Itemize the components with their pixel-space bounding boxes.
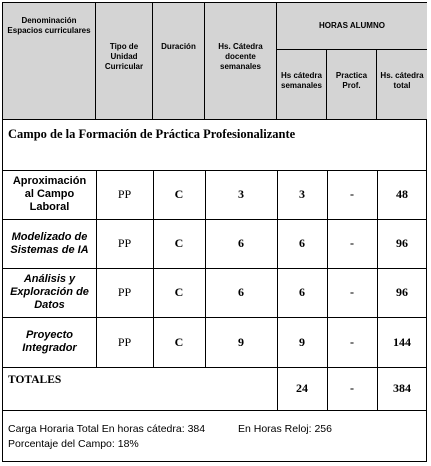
header-tipo-text: Tipo de Unidad Curricular	[104, 42, 144, 71]
header-horas-alumno-text: HORAS ALUMNO	[319, 21, 385, 30]
row-name: Modelizado de Sistemas de IA	[10, 230, 89, 256]
row-duracion: C	[174, 285, 184, 299]
header-denominacion	[3, 3, 96, 120]
header-duracion	[153, 3, 205, 120]
header-duracion-text: Duración	[161, 42, 196, 51]
row-name: Aproximación al Campo Laboral	[12, 175, 87, 213]
header-hs-catedra	[205, 3, 277, 120]
footer-carga-horaria: Carga Horaria Total En horas cátedra: 384	[8, 423, 206, 435]
row-total: 96	[396, 236, 408, 250]
header-hs-semanales	[277, 50, 327, 120]
header-hs-semanales-text: Hs cátedra semanales	[281, 71, 322, 90]
row-hs-docente: 9	[238, 334, 244, 349]
row-hs-docente: 6	[238, 285, 244, 299]
totals-divider	[3, 410, 427, 411]
section-title: Campo de la Formación de Práctica Profesionalizante	[8, 127, 296, 141]
header-practica	[327, 50, 377, 120]
header-hs-total	[377, 50, 427, 120]
header-denominacion-text: Denominación Espacios curriculares	[7, 16, 91, 35]
row-tipo: PP	[117, 236, 132, 250]
row-practica: -	[350, 236, 354, 250]
row-total: 96	[396, 285, 408, 299]
row-duracion: C	[174, 236, 184, 250]
header-horas-alumno	[277, 3, 427, 50]
row-total: 144	[393, 334, 411, 349]
row-hs-semanales: 6	[299, 236, 305, 250]
row-practica: -	[350, 334, 354, 349]
totals-practica: -	[350, 381, 354, 395]
totals-total: 384	[393, 381, 411, 395]
header-hs-catedra-text: Hs. Cátedra docente semanales	[218, 42, 263, 71]
footer-horas-reloj: En Horas Reloj: 256	[238, 423, 332, 435]
row-practica: -	[350, 187, 354, 201]
row-name: Proyecto Integrador	[22, 329, 77, 354]
header-practica-text: Practica Prof.	[335, 71, 368, 90]
row-hs-semanales: 3	[299, 187, 305, 201]
row-duracion: C	[174, 334, 184, 349]
row-tipo: PP	[117, 285, 132, 299]
row-name: Análisis y Exploración de Datos	[10, 273, 89, 311]
header-hs-total-text: Hs. cátedra total	[380, 71, 424, 90]
row-hs-semanales: 6	[299, 285, 305, 299]
row-tipo: PP	[117, 334, 132, 349]
row-hs-semanales: 9	[299, 334, 305, 349]
totals-hs-semanales: 24	[296, 381, 308, 395]
header-tipo	[96, 3, 153, 120]
row-practica: -	[350, 285, 354, 299]
totals-label: TOTALES	[8, 374, 62, 386]
row-total: 48	[396, 187, 408, 201]
row-hs-docente: 6	[238, 236, 244, 250]
row-tipo: PP	[117, 187, 132, 201]
row-hs-docente: 3	[238, 187, 244, 201]
footer-porcentaje: Porcentaje del Campo: 18%	[8, 438, 139, 450]
row-duracion: C	[174, 187, 184, 201]
